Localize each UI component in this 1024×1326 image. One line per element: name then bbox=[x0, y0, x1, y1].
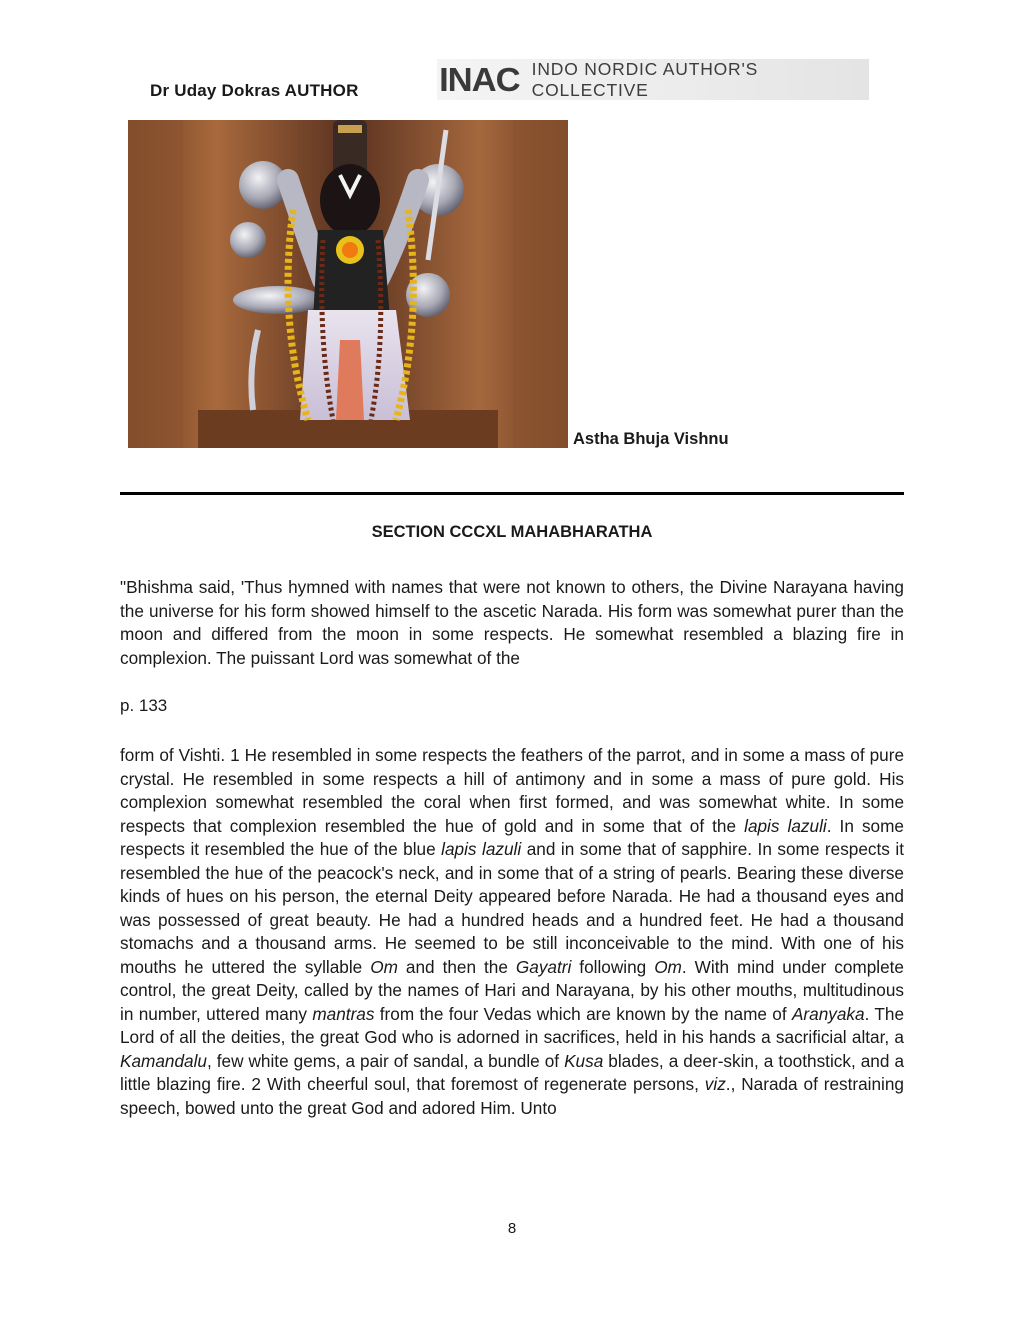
page-number: 8 bbox=[507, 1220, 517, 1237]
text-run: , few white gems, a pair of sandal, a bundle of bbox=[206, 1050, 565, 1071]
section-title: SECTION CCCXL MAHABHARATHA bbox=[371, 523, 653, 541]
page-marker: p. 133 bbox=[120, 696, 168, 715]
italic-term: Gayatri bbox=[515, 956, 572, 977]
text-run: . With mind under complete control, the great Deity, called by the names of Hari and Narayana, by his other mouths, multitudinous in number, uttered many bbox=[120, 956, 904, 1024]
figure-caption: Astha Bhuja Vishnu bbox=[573, 430, 729, 448]
italic-term: lapis lazuli bbox=[744, 815, 827, 836]
italic-term: Kusa bbox=[564, 1050, 604, 1071]
deity-illustration bbox=[128, 120, 568, 448]
author-header: Dr Uday Dokras AUTHOR bbox=[150, 81, 359, 100]
italic-term: viz bbox=[704, 1074, 726, 1094]
text-run: . In some respects it resembled the hue of the blue bbox=[120, 815, 904, 859]
horizontal-rule bbox=[120, 492, 904, 495]
italic-term: Aranyaka bbox=[791, 1003, 865, 1024]
inac-logo bbox=[437, 59, 869, 100]
text-run: blades, a deer-skin, a toothstick, and a little blazing fire. 2 With cheerful soul, that foremost of regenerate persons, bbox=[120, 1050, 904, 1094]
text-run: from the four Vedas which are known by the name of bbox=[374, 1003, 792, 1024]
logo-text: INDO NORDIC AUTHOR'S COLLECTIVE bbox=[531, 58, 759, 100]
text-run: . The Lord of all the deities, the great God who is adorned in sacrifices, held in his hands a sacrificial altar, a bbox=[120, 1003, 905, 1047]
text-run: and then the bbox=[397, 956, 516, 977]
italic-term: lapis lazuli bbox=[441, 839, 522, 859]
italic-term: mantras bbox=[312, 1003, 375, 1024]
paragraph-body bbox=[120, 744, 904, 1120]
paragraph-intro: "Bhishma said, 'Thus hymned with names that were not known to others, the Divine Narayana having the universe for his form showed himself to the ascetic Narada. His form was somewhat purer than the moon and differed from the moon in some respects. He somewhat resembled a blazing fire in complexion. The puissant Lord was somewhat of the bbox=[120, 577, 904, 668]
italic-term: Kamandalu bbox=[120, 1050, 207, 1071]
italic-term: Om bbox=[654, 956, 682, 977]
logo-mark: INAC bbox=[439, 60, 520, 98]
text-run: following bbox=[571, 956, 655, 977]
deity-photo bbox=[128, 120, 568, 448]
italic-term: Om bbox=[370, 956, 398, 977]
text-run: ., Narada of restraining speech, bowed unto the great God and adored Him. Unto bbox=[120, 1074, 904, 1118]
text-run: and in some that of sapphire. In some respects it resembled the hue of the peacock's neck, and in some that of a string of pearls. Bearing these diverse kinds of hues on his person, the eternal Deity appeared before Narada. He had a thousand eyes and was possessed of great beauty. He had a hundred heads and a hundred feet. He had a thousand stomachs and a thousand arms. He seemed to be still inconceivable to the mind. With one of his mouths he uttered the syllable bbox=[120, 839, 904, 977]
text-run: form of Vishti. 1 He resembled in some respects the feathers of the parrot, and in some a mass of pure crystal. He resembled in some respects a hill of antimony and in some a mass of pure gold. His complexion somewhat resembled the coral when first formed, and was somewhat white. In some respects that complexion resembled the hue of gold and in some that of the bbox=[120, 745, 904, 836]
